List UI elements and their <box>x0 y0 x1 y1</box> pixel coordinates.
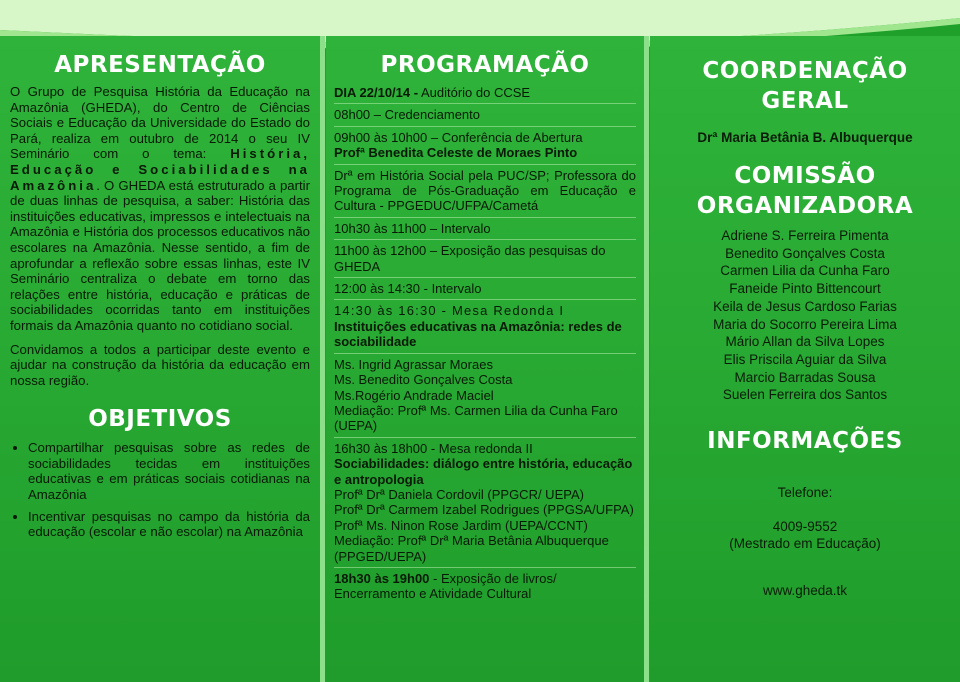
comissao-member: Benedito Gonçalves Costa <box>725 245 885 261</box>
program-item-credenciamento: 08h00 – Credenciamento <box>334 104 636 126</box>
coordenacao-column <box>650 36 960 682</box>
mesa-2-member: Profª Drª Carmem Izabel Rodrigues (PPGSA/UFPA) <box>334 502 634 518</box>
coordenacao-heading-line1: COORDENAÇÃO <box>702 58 908 84</box>
comissao-member: Elis Priscila Aguiar da Silva <box>723 351 887 367</box>
program-item-mesa-1 <box>334 300 636 353</box>
objetivos-list <box>10 440 310 540</box>
apresentacao-text-b: . O GHEDA está estruturado a partir de duas linhas de pesquisa, a saber: História das instituições educativas, impressos e intelectuais na Amazônia e História dos processos educativos não escolares na Amazônia. Nesse sentido, a fim de aprofundar a reflexão sobre essas linhas, este IV Seminário centraliza o debate em torno das relações entre história, educação e práticas de sociabilidades ocorridas tanto em instituições formais da Amazônia quanto no cotidiano social. <box>10 177 310 333</box>
column-divider <box>644 36 649 682</box>
apresentacao-text-a: O Grupo de Pesquisa História da Educação na Amazônia (GHEDA), do Centro de Ciências Sociais e Educação da Universidade do Estado do Pará, realiza em outubro de 2014 o seu IV Seminário com o tema: <box>10 84 310 162</box>
apresentacao-paragraph-2: Convidamos a todos a participar deste evento e ajudar na construção da história da educação em nossa região. <box>10 341 310 388</box>
seminar-theme: História, Educação e Sociabilidades na Amazônia <box>10 146 310 193</box>
conferencia-speaker: Profª Benedita Celeste de Moraes Pinto <box>334 145 578 161</box>
program-day-date: DIA 22/10/14 - <box>334 85 419 100</box>
program-item-speaker-bio: Drª em História Social pela PUC/SP; Professora do Programa de Pós-Graduação em Educação e Cultura - PPGEDUC/UFPA/Cametá <box>334 165 636 218</box>
program-day <box>334 82 636 104</box>
comissao-member: Adriene S. Ferreira Pimenta <box>721 228 889 243</box>
column-divider <box>320 36 325 682</box>
mesa-1-member: Ms.Rogério Andrade Maciel <box>334 387 494 403</box>
comissao-member: Keila de Jesus Cardoso Farias <box>713 298 897 314</box>
phone-label: Telefone: <box>777 485 833 501</box>
objetivos-heading: OBJETIVOS <box>88 406 232 433</box>
comissao-member: Carmen Lilia da Cunha Faro <box>720 263 890 279</box>
conferencia-time: 09h00 às 10h00 – Conferência de Abertura <box>334 129 583 145</box>
comissao-heading <box>660 161 950 221</box>
program-day-venue: Auditório do CCSE <box>418 85 531 100</box>
coordenacao-heading-line2: GERAL <box>761 88 849 114</box>
mesa-2-title: Sociabilidades: diálogo entre história, educação e antropologia <box>334 456 633 487</box>
comissao-member: Suelen Ferreira dos Santos <box>722 387 888 403</box>
program-item-intervalo-2: 12:00 às 14:30 - Intervalo <box>334 278 636 300</box>
programacao-column <box>326 36 644 682</box>
program-item-intervalo-1: 10h30 às 11h00 – Intervalo <box>334 218 636 240</box>
mesa-1-time: 14:30 às 16:30 - Mesa Redonda I <box>334 303 565 319</box>
encerramento-text: - Exposição de livros/ Encerramento e Atividade Cultural <box>334 570 557 602</box>
apresentacao-paragraph-1 <box>10 84 310 334</box>
comissao-member: Mário Allan da Silva Lopes <box>725 334 885 350</box>
comissao-heading-line1: COMISSÃO <box>734 163 876 189</box>
program-item-mesa-1-members <box>334 354 636 438</box>
program-item-encerramento <box>334 568 636 605</box>
website-link[interactable]: www.gheda.tk <box>762 583 848 599</box>
mesa-2-member: Profª Drª Daniela Cordovil (PPGCR/ UEPA) <box>334 486 584 502</box>
mesa-1-mediacao: Mediação: Profª Ms. Carmen Lilia da Cunha Faro (UEPA) <box>334 402 618 434</box>
coordenador-name: Drª Maria Betânia B. Albuquerque <box>697 130 913 145</box>
phone-note: (Mestrado em Educação) <box>729 536 881 552</box>
program-item-mesa-2 <box>334 438 636 568</box>
objetivo-item: • Incentivar pesquisas no campo da história da educação (escolar e não escolar) na Amazônia <box>28 509 310 540</box>
comissao-member: Faneide Pinto Bittencourt <box>729 281 881 297</box>
phone-number: 4009-9552 <box>772 519 838 535</box>
apresentacao-column <box>0 36 320 682</box>
mesa-2-member: Profª Ms. Ninon Rose Jardim (UEPA/CCNT) <box>334 517 588 533</box>
encerramento-time: 18h30 às 19h00 <box>334 570 430 586</box>
comissao-member: Maria do Socorro Pereira Lima <box>713 316 897 332</box>
objetivo-item: • Compartilhar pesquisas sobre as redes de sociabilidades tecidas em instituições educativas e em práticas sociais cotidianas na Amazônia <box>28 440 310 502</box>
mesa-1-member: Ms. Benedito Gonçalves Costa <box>334 372 513 388</box>
program-item-exposicao: 11h00 às 12h00 – Exposição das pesquisas do GHEDA <box>334 240 636 278</box>
programacao-heading: PROGRAMAÇÃO <box>380 52 590 78</box>
program-item-conferencia <box>334 127 636 165</box>
mesa-2-time: 16h30 às 18h00 - Mesa redonda II <box>334 440 533 456</box>
coordenacao-heading <box>660 56 950 116</box>
mesa-1-member: Ms. Ingrid Agrassar Moraes <box>334 356 493 372</box>
comissao-heading-line2: ORGANIZADORA <box>696 193 914 219</box>
comissao-members-list <box>660 227 950 404</box>
comissao-member: Marcio Barradas Sousa <box>734 369 876 385</box>
mesa-1-title: Instituições educativas na Amazônia: redes de sociabilidade <box>334 318 622 350</box>
apresentacao-heading: APRESENTAÇÃO <box>54 52 266 78</box>
informacoes-heading: INFORMAÇÕES <box>707 428 903 455</box>
mesa-2-mediacao: Mediação: Profª Drª Maria Betânia Albuquerque (PPGED/UEPA) <box>334 533 609 564</box>
